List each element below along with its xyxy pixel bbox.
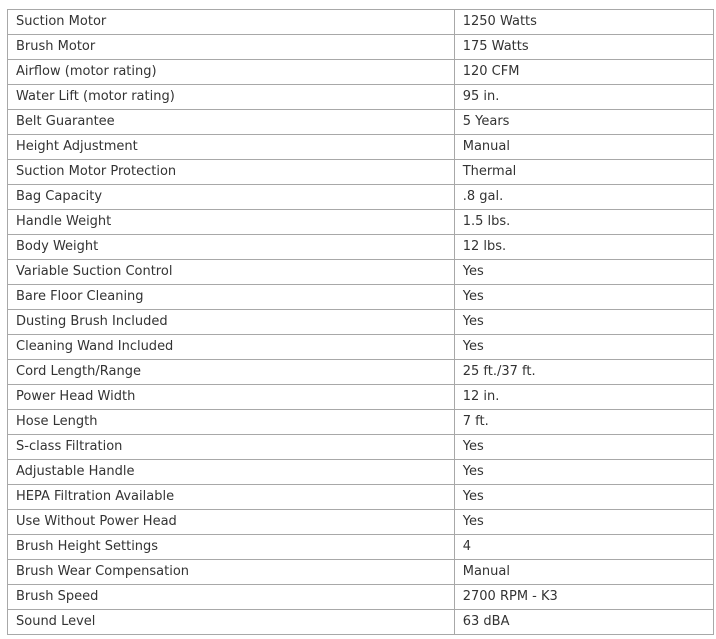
spec-value: Manual — [454, 560, 713, 585]
table-row — [8, 210, 714, 235]
table-row — [8, 610, 714, 635]
spec-label: Handle Weight — [8, 210, 455, 235]
table-row — [8, 110, 714, 135]
spec-value: 25 ft./37 ft. — [454, 360, 713, 385]
table-row — [8, 10, 714, 35]
table-row — [8, 560, 714, 585]
spec-value: 4 — [454, 535, 713, 560]
spec-value: 5 Years — [454, 110, 713, 135]
spec-label: HEPA Filtration Available — [8, 485, 455, 510]
spec-label: Brush Speed — [8, 585, 455, 610]
spec-label: Cleaning Wand Included — [8, 335, 455, 360]
spec-label: Brush Motor — [8, 35, 455, 60]
spec-label: Belt Guarantee — [8, 110, 455, 135]
spec-label: S-class Filtration — [8, 435, 455, 460]
spec-label: Airflow (motor rating) — [8, 60, 455, 85]
spec-label: Body Weight — [8, 235, 455, 260]
spec-label: Dusting Brush Included — [8, 310, 455, 335]
table-row — [8, 35, 714, 60]
table-row — [8, 410, 714, 435]
table-row — [8, 310, 714, 335]
table-row — [8, 360, 714, 385]
spec-label: Bare Floor Cleaning — [8, 285, 455, 310]
spec-label: Hose Length — [8, 410, 455, 435]
table-row — [8, 235, 714, 260]
spec-value: Manual — [454, 135, 713, 160]
spec-value: 12 in. — [454, 385, 713, 410]
table-row — [8, 535, 714, 560]
spec-value: Yes — [454, 510, 713, 535]
specifications-table — [7, 9, 714, 635]
table-row — [8, 185, 714, 210]
spec-label: Bag Capacity — [8, 185, 455, 210]
specifications-table-body — [8, 10, 714, 635]
spec-label: Brush Wear Compensation — [8, 560, 455, 585]
spec-label: Power Head Width — [8, 385, 455, 410]
spec-value: 120 CFM — [454, 60, 713, 85]
table-row — [8, 85, 714, 110]
spec-value: 63 dBA — [454, 610, 713, 635]
spec-label: Height Adjustment — [8, 135, 455, 160]
spec-label: Cord Length/Range — [8, 360, 455, 385]
spec-value: 1250 Watts — [454, 10, 713, 35]
table-row — [8, 285, 714, 310]
spec-label: Variable Suction Control — [8, 260, 455, 285]
table-row — [8, 510, 714, 535]
table-row — [8, 435, 714, 460]
spec-value: Yes — [454, 310, 713, 335]
spec-label: Sound Level — [8, 610, 455, 635]
spec-value: Yes — [454, 285, 713, 310]
spec-value: 1.5 lbs. — [454, 210, 713, 235]
spec-label: Use Without Power Head — [8, 510, 455, 535]
table-row — [8, 460, 714, 485]
table-row — [8, 60, 714, 85]
spec-value: .8 gal. — [454, 185, 713, 210]
spec-value: 2700 RPM - K3 — [454, 585, 713, 610]
spec-value: Yes — [454, 335, 713, 360]
spec-label: Adjustable Handle — [8, 460, 455, 485]
spec-label: Suction Motor — [8, 10, 455, 35]
spec-value: 12 lbs. — [454, 235, 713, 260]
spec-value: Yes — [454, 485, 713, 510]
spec-label: Suction Motor Protection — [8, 160, 455, 185]
table-row — [8, 160, 714, 185]
spec-label: Brush Height Settings — [8, 535, 455, 560]
spec-label: Water Lift (motor rating) — [8, 85, 455, 110]
table-row — [8, 585, 714, 610]
table-row — [8, 485, 714, 510]
spec-value: Thermal — [454, 160, 713, 185]
spec-value: Yes — [454, 260, 713, 285]
table-row — [8, 260, 714, 285]
table-row — [8, 135, 714, 160]
spec-value: 95 in. — [454, 85, 713, 110]
spec-value: Yes — [454, 435, 713, 460]
spec-value: Yes — [454, 460, 713, 485]
table-row — [8, 385, 714, 410]
spec-value: 7 ft. — [454, 410, 713, 435]
spec-value: 175 Watts — [454, 35, 713, 60]
table-row — [8, 335, 714, 360]
